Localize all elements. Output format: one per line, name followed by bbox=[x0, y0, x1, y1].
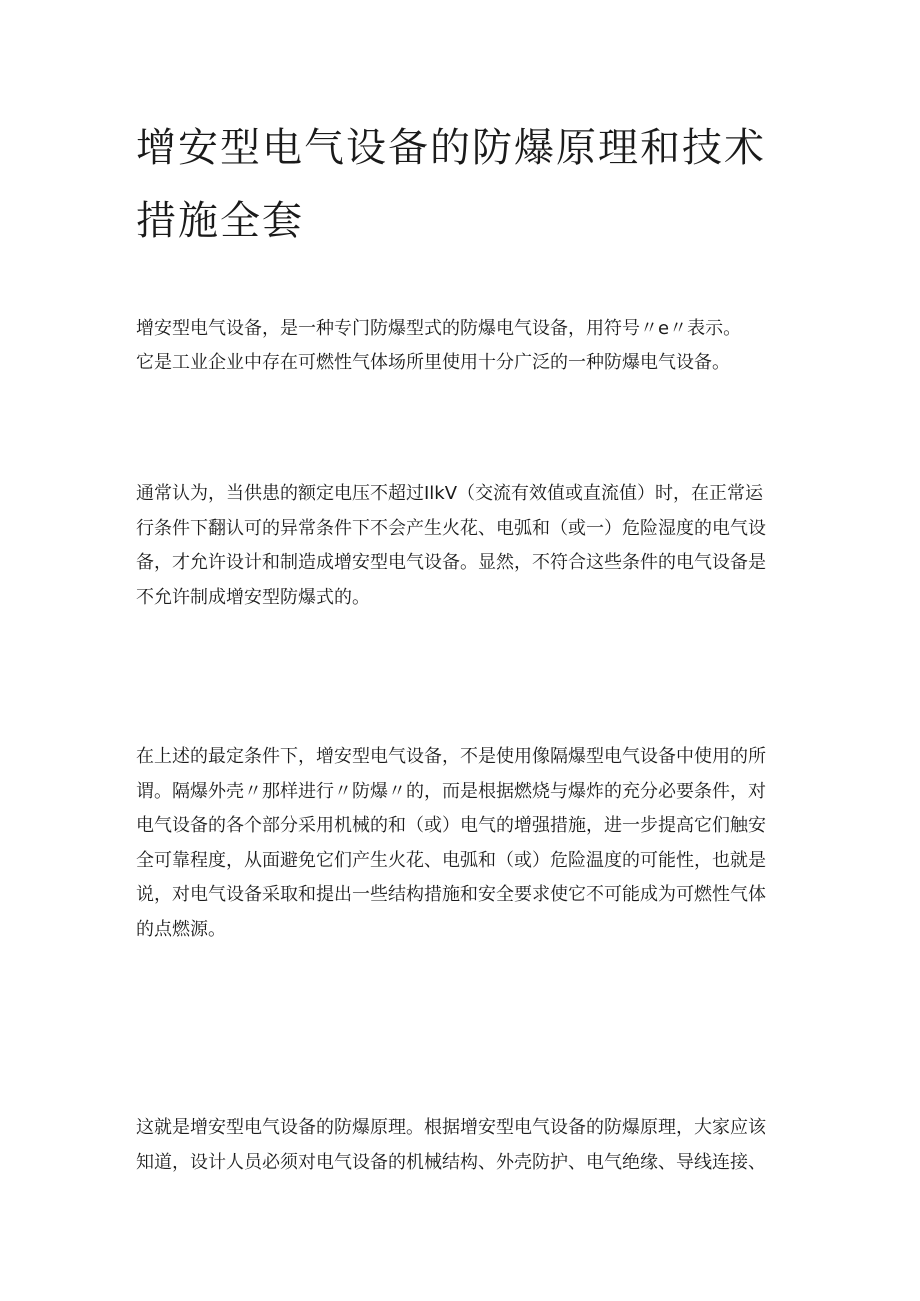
paragraph-line: 行条件下翻认可的异常条件下不会产生火花、电弧和（或一）危险湿度的电气设 bbox=[136, 517, 766, 539]
paragraph-line: 备，才允许设计和制造成增安型电气设备。显然，不符合这些条件的电气设备是 bbox=[136, 552, 766, 573]
paragraph-line: 在上述的最定条件下，增安型电气设备，不是使用像隔爆型电气设备中使用的所 bbox=[136, 746, 766, 767]
paragraph-line: 不允许制成增安型防爆式的。 bbox=[136, 586, 370, 608]
paragraph-line: 通常认为，当供患的额定电压不超过IlkV（交流有效值或直流值）时，在正常运 bbox=[136, 483, 764, 504]
paragraph-line: 它是工业企业中存在可燃性气体场所里使用十分广泛的一种防爆电气设备。 bbox=[136, 352, 730, 373]
title-line-2: 措施全套 bbox=[136, 198, 304, 244]
paragraph-3 bbox=[136, 740, 792, 947]
title-line-1: 增安型电气设备的防爆原理和技术 bbox=[136, 125, 766, 171]
paragraph-2 bbox=[136, 477, 792, 615]
paragraph-1 bbox=[136, 312, 792, 380]
paragraph-line: 知道，设计人员必须对电气设备的机械结构、外壳防护、电气绝缘、导线连接、 bbox=[136, 1151, 766, 1173]
paragraph-line: 全可靠程度，从面避免它们产生火花、电弧和（或）危险温度的可能性，也就是 bbox=[136, 849, 766, 871]
paragraph-line: 的点燃源。 bbox=[136, 918, 226, 940]
paragraph-line: 增安型电气设备，是一种专门防爆型式的防爆电气设备，用符号〃e〃表示。 bbox=[136, 318, 742, 339]
paragraph-line: 这就是增安型电气设备的防爆原理。根据增安型电气设备的防爆原理，大家应该 bbox=[136, 1117, 766, 1138]
paragraph-line: 说，对电气设备采取和提出一些结构措施和安全要求使它不可能成为可燃性气体 bbox=[136, 884, 766, 905]
paragraph-line: 电气设备的各个部分采用机械的和（或）电气的增强措施，进一步提高它们触安 bbox=[136, 815, 766, 836]
paragraph-line: 谓。隔爆外壳〃那样进行〃防爆〃的，而是根据燃烧与爆炸的充分必要条件，对 bbox=[136, 780, 766, 802]
document-title bbox=[136, 112, 796, 258]
paragraph-4 bbox=[136, 1111, 792, 1180]
